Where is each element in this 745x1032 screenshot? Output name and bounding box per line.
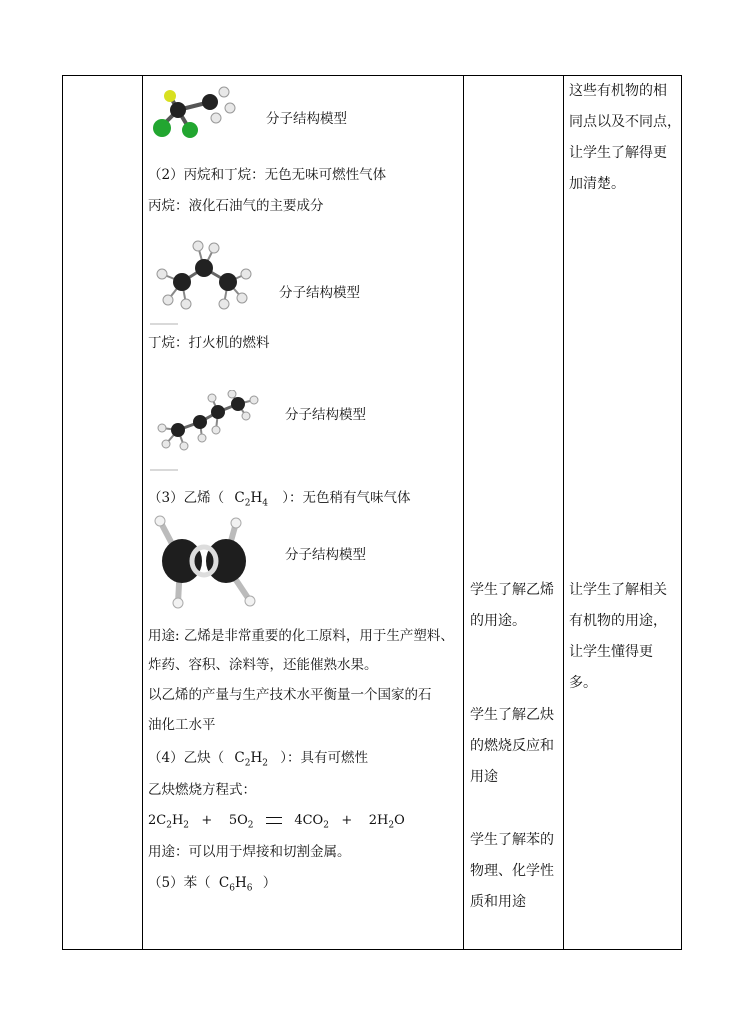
model-label: 分子结构模型 [279, 285, 360, 301]
activity-line: 的用途。 [470, 613, 526, 629]
haloalkane-molecule-model [150, 82, 240, 138]
ethylene-measure-line-1: 以乙烯的产量与生产技术水平衡量一个国家的石 [148, 687, 432, 703]
activity-line: 物理、化学性 [470, 863, 554, 879]
activity-line: 学生了解苯的 [470, 832, 554, 848]
propane-molecule-model [152, 238, 252, 310]
benzene-suffix: ） [262, 875, 277, 891]
intent-line: 这些有机物的相 [569, 83, 667, 99]
acetylene-suffix: ）：具有可燃性 [280, 750, 369, 766]
activity-line: 的燃烧反应和 [470, 738, 554, 754]
butane-molecule-model [156, 390, 260, 452]
intent-line: 同点以及不同点， [569, 114, 681, 130]
acetylene-formula: $C_2H_2$ [234, 750, 268, 769]
activity-line: 学生了解乙烯 [470, 582, 554, 598]
propane-description: 丙烷：液化石油气的主要成分 [148, 198, 324, 214]
ethylene-formula: $C_2H_4$ [234, 490, 268, 509]
intent-line: 让学生懂得更 [569, 644, 653, 660]
acetylene-heading [148, 749, 368, 767]
model-label: 分子结构模型 [285, 407, 366, 423]
acetylene-combustion-equation: $2C_2H_2$ + $5O_2$ $4CO_2$ + $2H_2O$ [148, 813, 405, 831]
caption-placeholder [150, 469, 178, 471]
intent-line: 加清楚。 [569, 176, 625, 192]
student-activity-ethylene [470, 575, 554, 637]
activity-line: 质和用途 [470, 894, 526, 910]
propane-butane-heading: （2）丙烷和丁烷：无色无味可燃性气体 [148, 167, 387, 183]
benzene-prefix: （5）苯（ [148, 875, 211, 891]
ethylene-prefix: （3）乙烯（ [148, 490, 225, 506]
column-divider [463, 76, 464, 949]
intent-line: 让学生了解相关 [569, 582, 667, 598]
caption-placeholder [150, 323, 178, 325]
ethylene-use-line-1: 用途: 乙烯是非常重要的化工原料，用于生产塑料、 [148, 628, 454, 644]
design-intent-top [569, 76, 681, 200]
acetylene-prefix: （4）乙炔（ [148, 750, 225, 766]
design-intent-bottom [569, 575, 667, 699]
benzene-formula: $C_6H_6$ [218, 875, 253, 894]
benzene-heading [148, 874, 276, 892]
acetylene-equation-label: 乙炔燃烧方程式： [148, 782, 256, 798]
ethylene-use-line-2: 炸药、容积、涂料等，还能催熟水果。 [148, 657, 378, 673]
model-label: 分子结构模型 [285, 547, 366, 563]
ethylene-measure-line-2: 油化工水平 [148, 717, 216, 733]
ethylene-molecule-model [150, 515, 260, 611]
intent-line: 让学生了解得更 [569, 145, 667, 161]
ethylene-heading [148, 489, 411, 507]
acetylene-use: 用途：可以用于焊接和切割金属。 [148, 844, 351, 860]
intent-line: 有机物的用途， [569, 613, 667, 629]
activity-line: 用途 [470, 769, 498, 785]
activity-line: 学生了解乙炔 [470, 707, 554, 723]
column-divider [563, 76, 564, 949]
butane-description: 丁烷：打火机的燃料 [148, 335, 270, 351]
column-divider [142, 76, 143, 949]
ethylene-suffix: ）：无色稍有气味气体 [282, 490, 411, 506]
model-label: 分子结构模型 [266, 111, 347, 127]
intent-line: 多。 [569, 675, 597, 691]
student-activity-benzene [470, 825, 554, 918]
student-activity-acetylene [470, 700, 554, 793]
